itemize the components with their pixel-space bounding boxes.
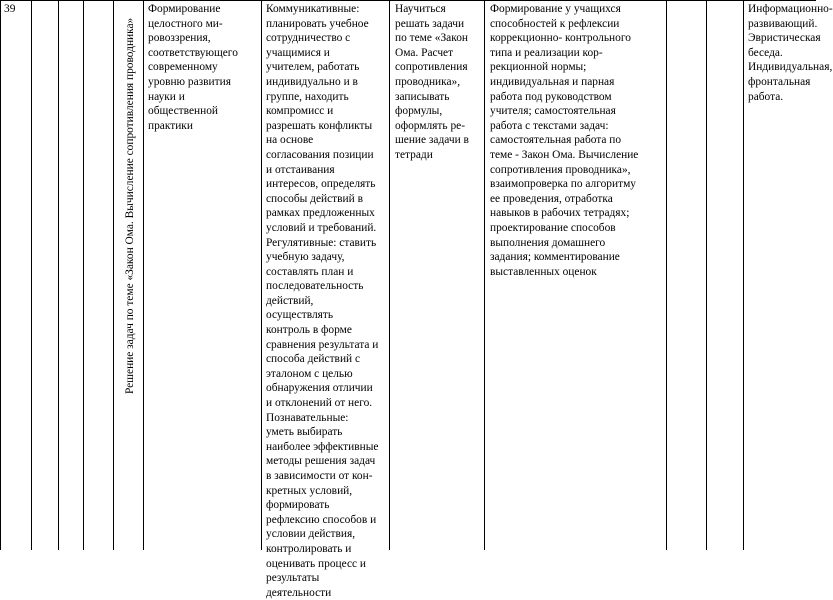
formation-goals: Формирование целостного ми- ровоззрения, соответствующего современному уровню развития науки и общественной практики — [148, 3, 238, 132]
column-divider — [0, 0, 1, 550]
column-divider — [58, 0, 59, 550]
column-divider — [113, 0, 114, 550]
column-divider — [31, 0, 32, 550]
learning-outcomes: Научиться решать задачи по теме «Закон Ома. Расчет сопротивления проводника», записывать формулы, оформлять ре- шение задачи в тетради — [395, 3, 469, 161]
learning-skills-uud: Коммуникативные: планировать учебное сотрудничество с учащимися и учителем, работать индивидуально и в группе, находить компромисс и разрешать конфликты на основе согласования позиции и отстаивания интересов, определять способы действий в рамках предложенных условий и требований. Регулятивные: ставить учебную задачу, составлять план и последовательность действий, осуществлять контроль в форме сравнения результата и способа действий с эталоном с целью обнаружения отличии и отклонений от него. Познавательные: уметь выбирать наиболее эффективные методы решения задач в зависимости от кон- кретных условий, формировать рефлексию способов и условии действия, контролировать и оценивать процесс и результаты деятельности — [266, 3, 379, 599]
lesson-number: 39 — [4, 3, 16, 15]
column-divider — [743, 0, 744, 550]
column-divider — [261, 0, 262, 550]
column-divider — [706, 0, 707, 550]
teaching-methods: Информационно- развивающий. Эвристическая беседа. Индивидуальная, фронтальная работа. — [748, 3, 833, 103]
column-divider — [666, 0, 667, 550]
column-divider — [484, 0, 485, 550]
column-divider — [83, 0, 84, 550]
lesson-topic: Решение задач по теме «Закон Ома. Вычисление сопротивления проводника» — [124, 17, 136, 394]
column-divider — [143, 0, 144, 550]
student-activities: Формирование у учащихся способностей к рефлексии коррекционно- контрольного типа и реализации кор- рекционной нормы; индивидуальная и парная работа под руководством учителя; самостоятельная работа с текстами задач: самостоятельная работа по теме - Закон Ома. Вычисление сопротивления проводника», взаимопроверка по алгоритму ее проведения, отработка навыков в рабочих тетрадях; проектирование способов выполнения домашнего задания; комментирование выставленных оценок — [490, 3, 639, 278]
